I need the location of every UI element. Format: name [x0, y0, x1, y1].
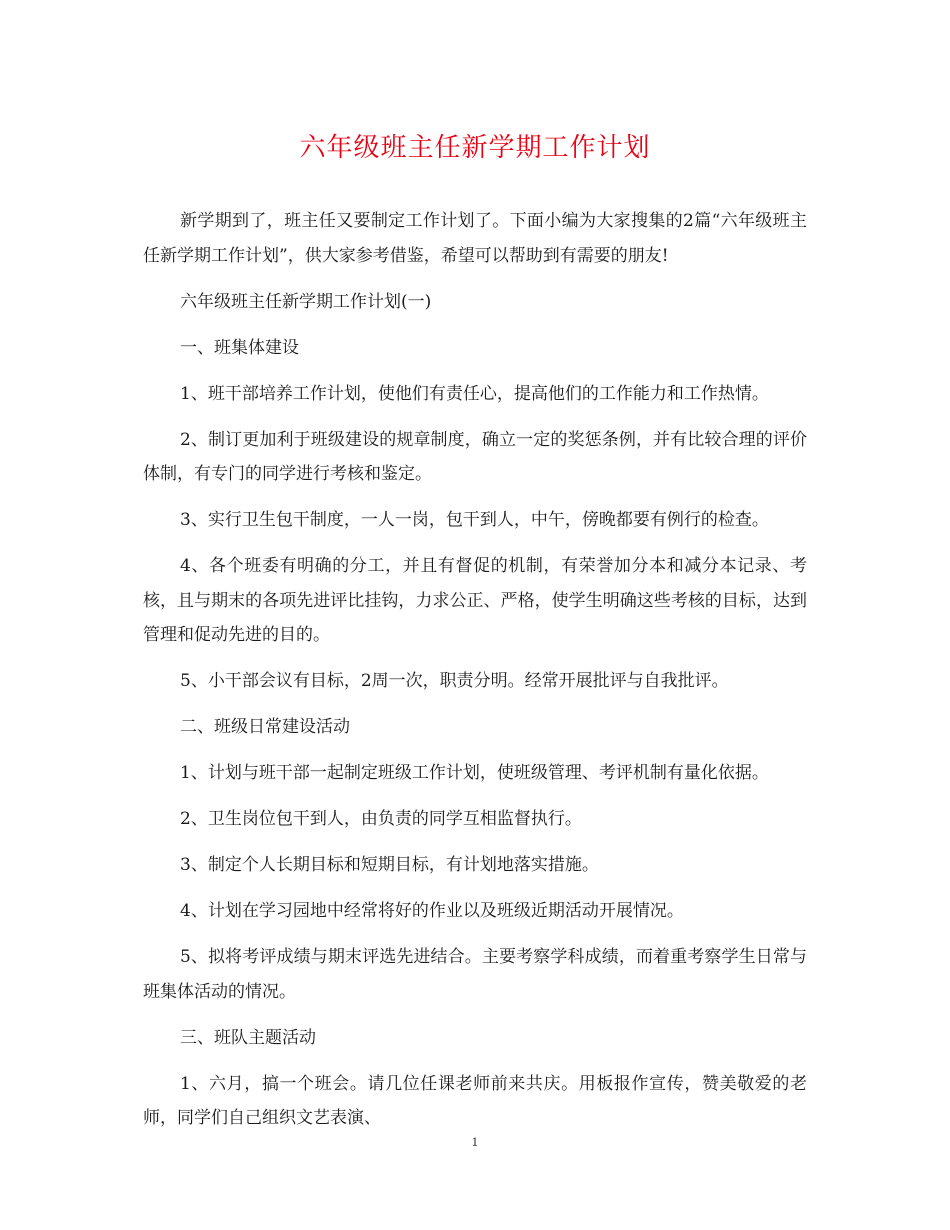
list-item: 2、制订更加利于班级建设的规章制度，确立一定的奖惩条例，并有比较合理的评价体制，有专门的同学进行考核和鉴定。 — [143, 429, 807, 484]
list-item: 4、计划在学习园地中经常将好的作业以及班级近期活动开展情况。 — [180, 901, 684, 921]
document-body — [143, 204, 807, 1147]
list-item: 4、各个班委有明确的分工，并且有督促的机制，有荣誉加分本和减分本记录、考核，且与期末的各项先进评比挂钩，力求公正、严格，使学生明确这些考核的目标，达到管理和促动先进的目的。 — [143, 556, 807, 645]
section-heading-3: 三、班队主题活动 — [180, 1027, 316, 1048]
list-item: 3、制定个人长期目标和短期目标，有计划地落实措施。 — [180, 855, 599, 875]
document-title: 六年级班主任新学期工作计划 — [299, 133, 651, 163]
page-number: 1 — [471, 1136, 479, 1149]
list-item: 5、小干部会议有目标，2周一次，职责分明。经常开展批评与自我批评。 — [180, 671, 729, 691]
list-item: 1、计划与班干部一起制定班级工作计划，使班级管理、考评机制有量化依据。 — [180, 763, 769, 783]
plan-heading: 六年级班主任新学期工作计划(一) — [180, 291, 432, 312]
list-item: 5、拟将考评成绩与期末评选先进结合。主要考察学科成绩，而着重考察学生日常与班集体活动的情况。 — [143, 947, 807, 1002]
list-item: 1、班干部培养工作计划，使他们有责任心，提高他们的工作能力和工作热情。 — [180, 383, 769, 404]
list-item: 1、六月，搞一个班会。请几位任课老师前来共庆。用板报作宣传，赞美敬爱的老师，同学们自己组织文艺表演、 — [143, 1073, 807, 1128]
list-item: 3、实行卫生包干制度，一人一岗，包干到人，中午，傍晚都要有例行的检查。 — [180, 510, 769, 530]
section-heading-2: 二、班级日常建设活动 — [180, 717, 350, 737]
intro-paragraph: 新学期到了，班主任又要制定工作计划了。下面小编为大家搜集的2篇“六年级班主任新学期工作计划”，供大家参考借鉴，希望可以帮助到有需要的朋友! — [143, 211, 807, 266]
list-item: 2、卫生岗位包干到人，由负责的同学互相监督执行。 — [180, 809, 582, 829]
section-heading-1: 一、班集体建设 — [180, 337, 299, 358]
